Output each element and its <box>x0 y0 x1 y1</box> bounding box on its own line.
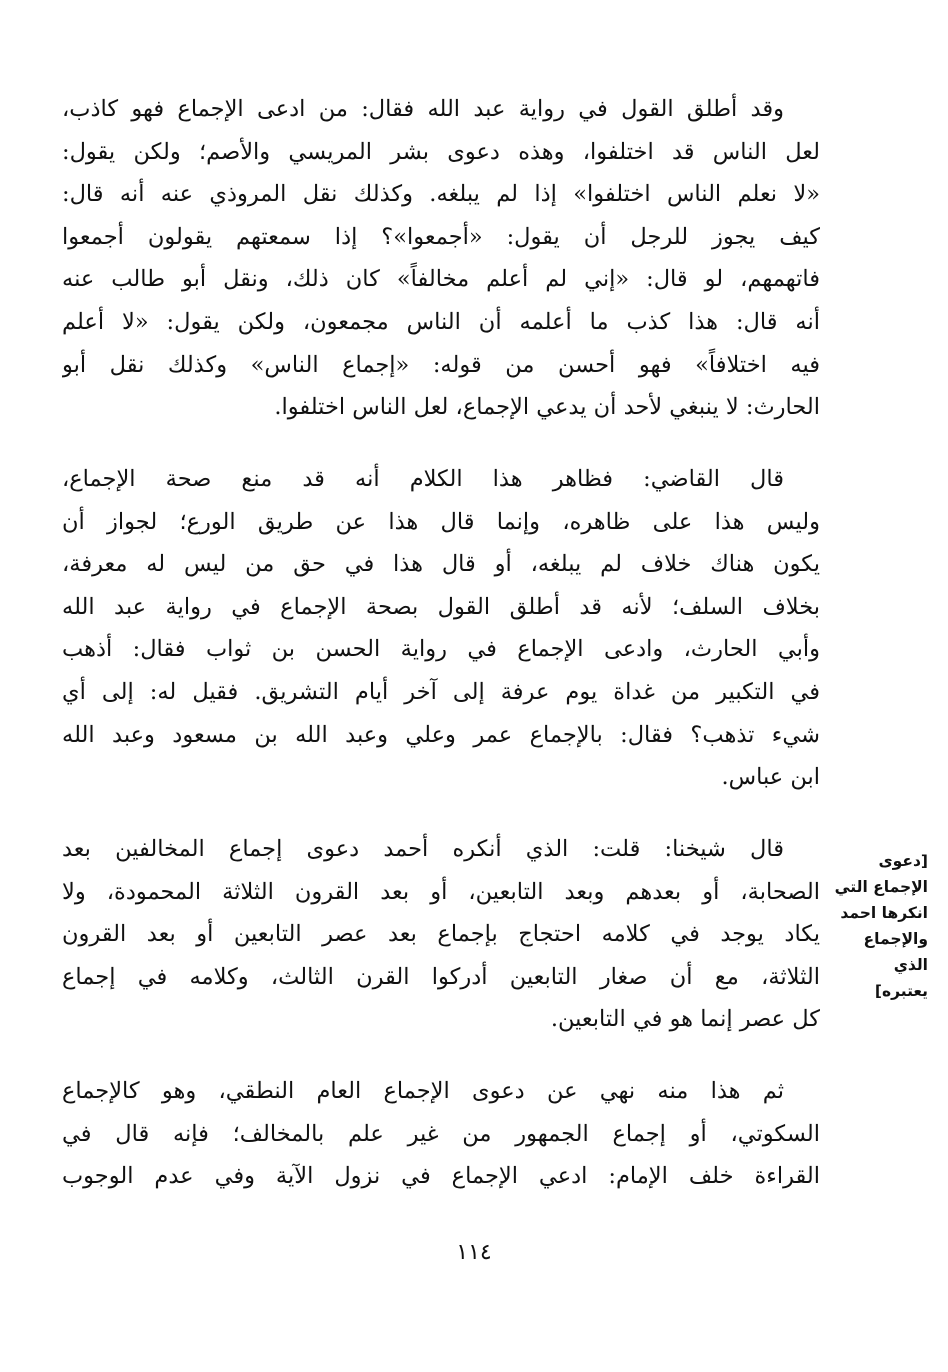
margin-note-line: والإجماع <box>863 930 928 948</box>
text-line: الحارث: لا ينبغي لأحد أن يدعي الإجماع، لعل الناس اختلفوا. <box>274 394 820 421</box>
text-line: ثم هذا منه نهي عن دعوى الإجماع العام النطقي، وهو كالإجماع <box>62 1078 785 1104</box>
margin-note-line: الذي <box>893 956 928 974</box>
text-line: السكوتي، أو إجماع الجمهور من غير علم بالمخالف؛ فإنه قال في <box>62 1120 820 1147</box>
text-line: وقد أطلق القول في رواية عبد الله فقال: من ادعى الإجماع فهو كاذب، <box>62 96 784 122</box>
text-line: أنه قال: هذا كذب ما أعلمه أن الناس مجمعون، ولكن يقول: «لا أعلم <box>62 308 820 335</box>
margin-note <box>828 848 928 1004</box>
paragraph-1 <box>62 88 820 429</box>
margin-note-line: [دعوى <box>878 852 928 870</box>
text-line: الثلاثة، مع أن صغار التابعين أدركوا القرن الثالث، وكلامه في إجماع <box>62 963 820 990</box>
text-line: لعل الناس قد اختلفوا، وهذه دعوى بشر المريسي والأصم؛ ولكن يقول: <box>62 138 820 165</box>
paragraph-4 <box>62 1070 820 1198</box>
text-line: القراءة خلف الإمام: ادعي الإجماع في نزول الآية وفي عدم الوجوب <box>62 1163 820 1190</box>
text-line: قال القاضي: فظاهر هذا الكلام أنه قد منع صحة الإجماع، <box>62 466 784 492</box>
text-line: وأبي الحارث، وادعى الإجماع في رواية الحسن بن ثواب فقال: أذهب <box>62 636 820 663</box>
text-line: كل عصر إنما هو في التابعين. <box>550 1006 820 1033</box>
text-line: يكاد يوجد في كلامه احتجاج بإجماع بعد عصر التابعين أو بعد القرون <box>62 921 820 948</box>
text-line: فيه اختلافاً» فهو أحسن من قوله: «إجماع الناس» وكذلك نقل أبو <box>62 351 820 378</box>
margin-note-line: الإجماع التي <box>834 878 928 896</box>
text-line: شيء تذهب؟ فقال: بالإجماع عمر وعلي وعبد الله بن مسعود وعبد الله <box>62 721 820 748</box>
text-line: كيف يجوز للرجل أن يقول: «أجمعوا»؟ إذا سمعتهم يقولون أجمعوا <box>62 223 820 250</box>
text-line: الصحابة، أو بعدهم وبعد التابعين، أو بعد القرون الثلاثة المحمودة، ولا <box>62 878 820 905</box>
text-line: يكون هناك خلاف لم يبلغه، أو قال هذا في حق من ليس له معرفة، <box>62 551 820 578</box>
text-line: «لا نعلم الناس اختلفوا» إذا لم يبلغه. وكذلك نقل المروذي عنه أنه قال: <box>62 181 820 208</box>
margin-note-line: يعتبره] <box>874 982 928 1000</box>
text-line: فاتهمهم، لو قال: «إني لم أعلم مخالفاً» كان ذلك، ونقل أبو طالب عنه <box>62 266 820 293</box>
page-number: ١١٤ <box>456 1240 492 1265</box>
text-line: ابن عباس. <box>721 764 820 791</box>
text-line: بخلاف السلف؛ لأنه قد أطلق القول بصحة الإجماع في رواية عبد الله <box>62 593 820 620</box>
text-line: في التكبير من غداة يوم عرفة إلى آخر أيام التشريق. فقيل له: إلى أي <box>62 678 820 705</box>
margin-note-line: انكرها احمد <box>840 904 928 922</box>
paragraph-2 <box>62 458 820 799</box>
text-line: قال شيخنا: قلت: الذي أنكره أحمد دعوى إجماع المخالفين بعد <box>62 836 784 862</box>
text-line: وليس هذا على ظاهره، وإنما قال هذا عن طريق الورع؛ لجواز أن <box>62 508 820 535</box>
paragraph-3 <box>62 828 820 1041</box>
